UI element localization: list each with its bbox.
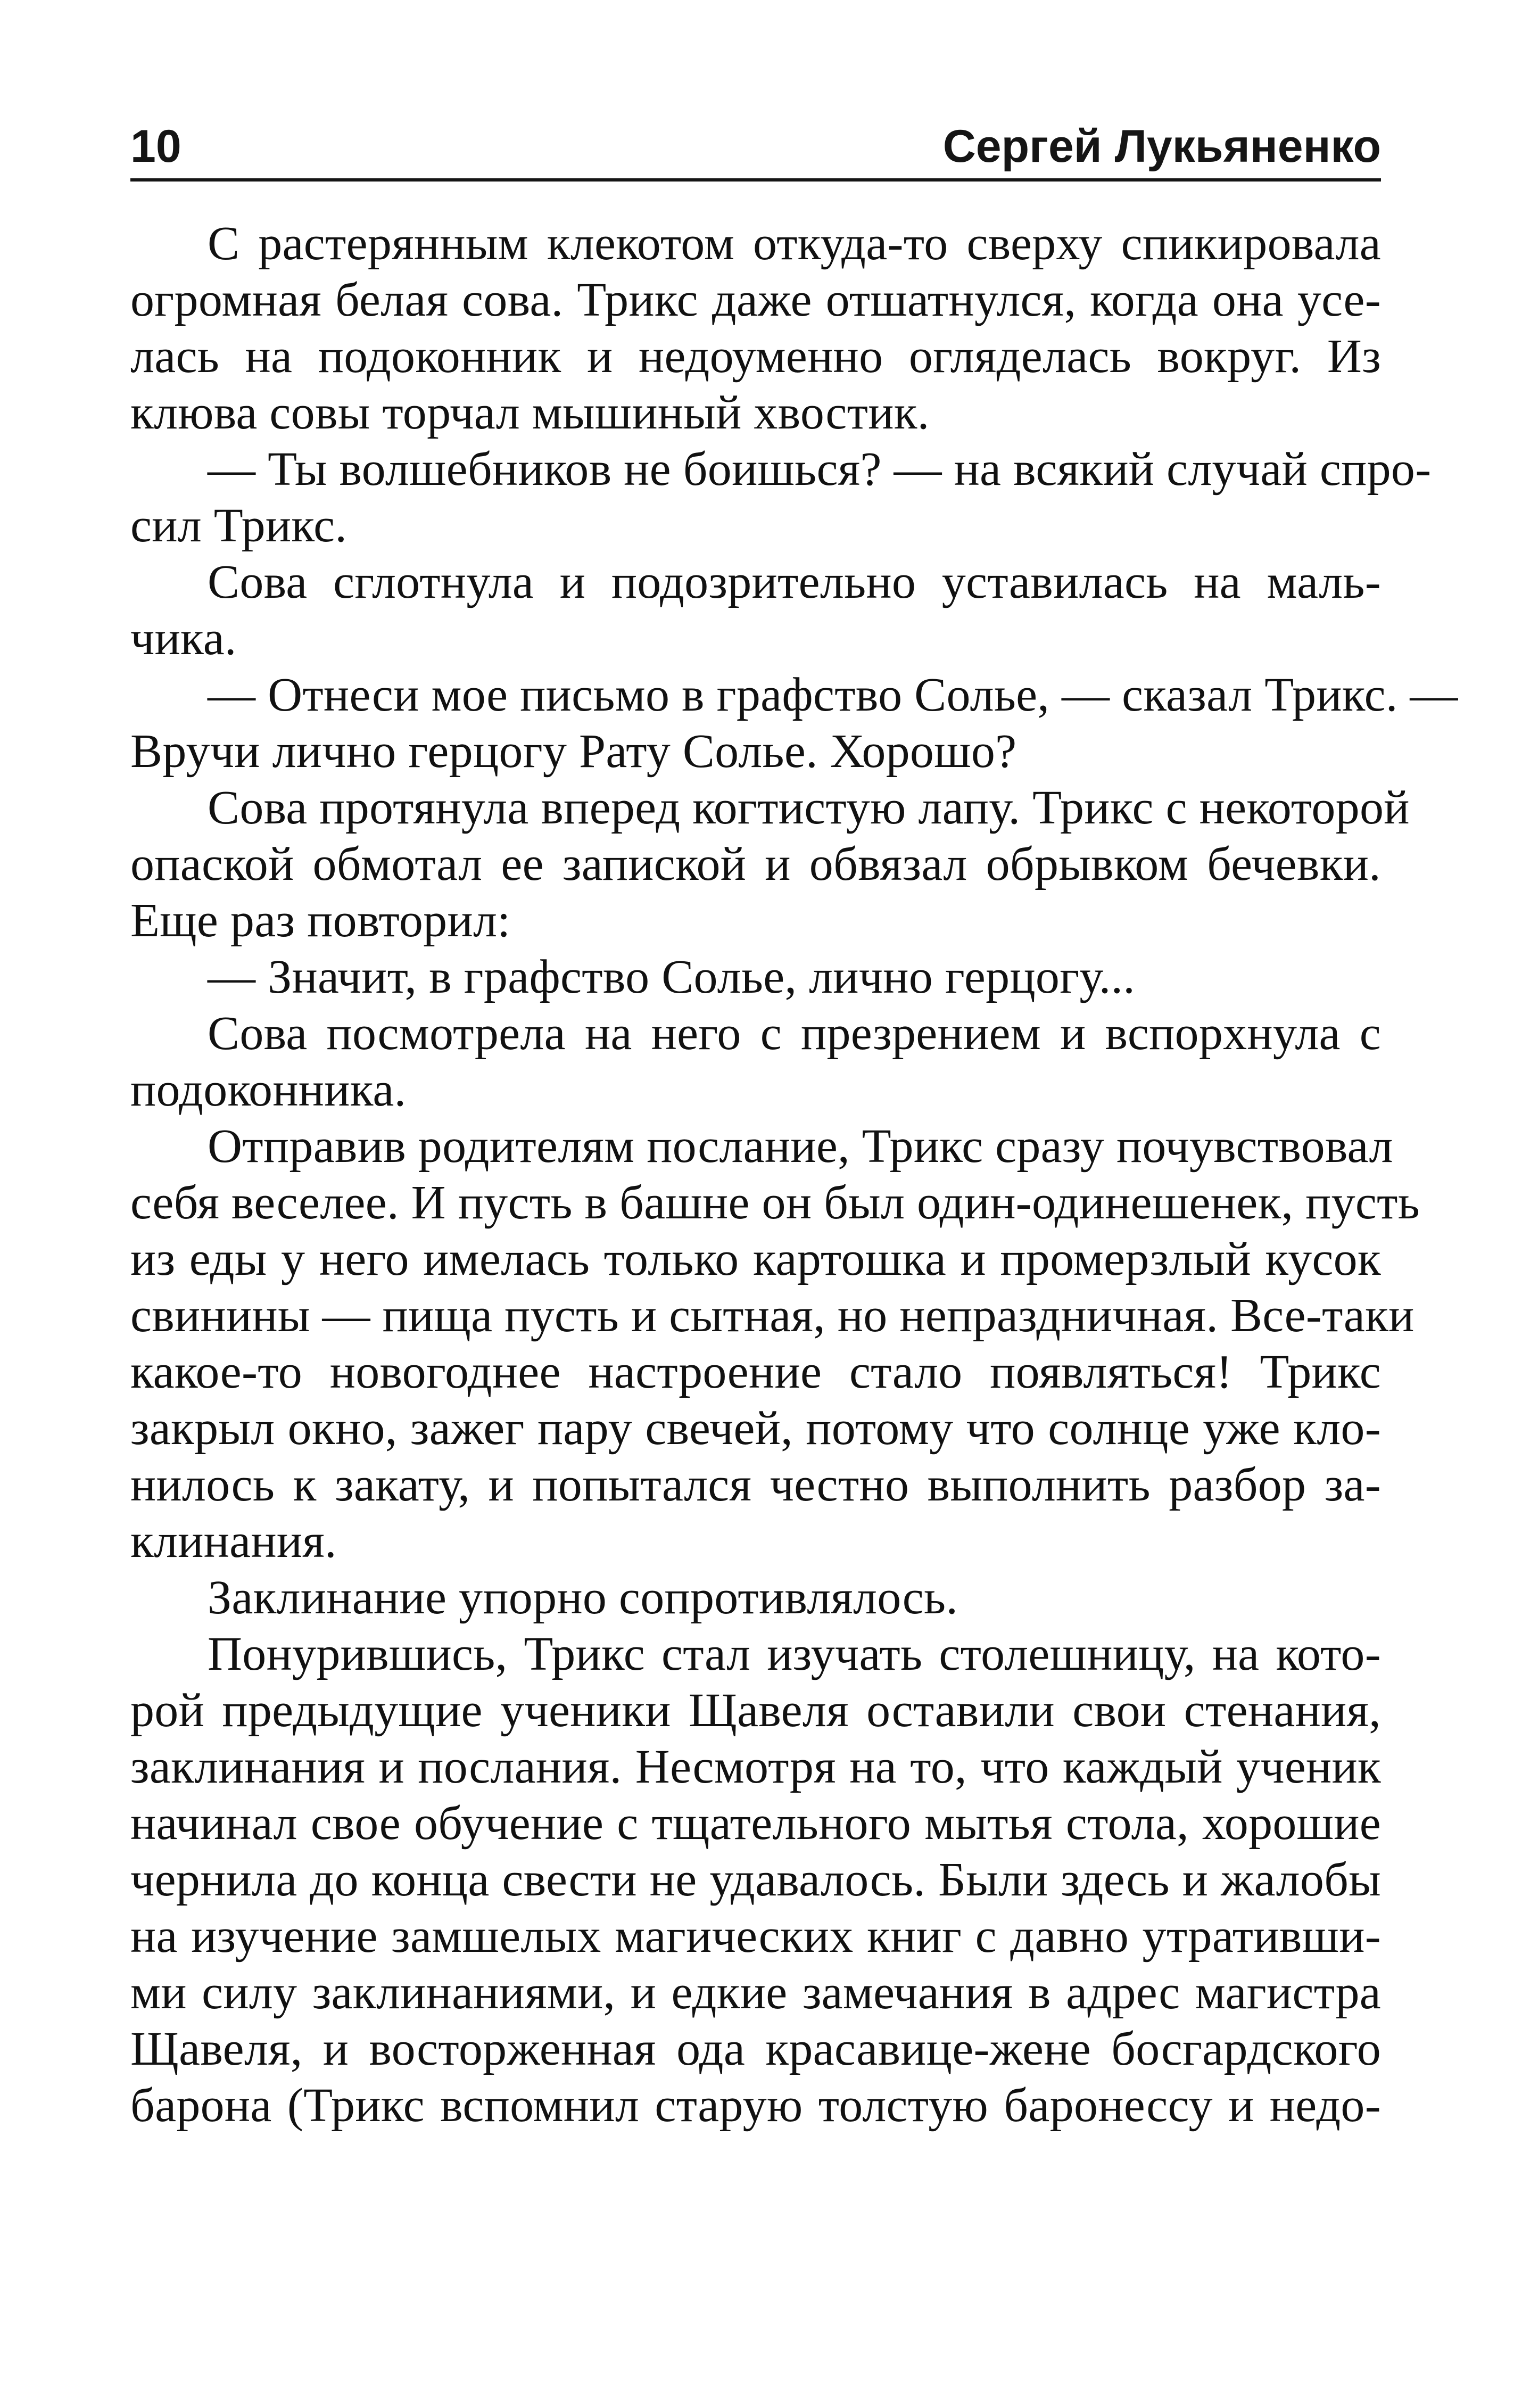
author-name: Сергей Лукьяненко bbox=[942, 121, 1381, 172]
running-head bbox=[130, 109, 1381, 184]
text-line: барона (Трикс вспомнил старую толстую баронессу и недо- bbox=[130, 2079, 1381, 2132]
text-line: Заклинание упорно сопротивлялось. bbox=[208, 1571, 958, 1624]
text-line: рой предыдущие ученики Щавеля оставили свои стенания, bbox=[130, 1684, 1381, 1737]
text-line: чика. bbox=[130, 612, 237, 665]
text-line: клюва совы торчал мышиный хвостик. bbox=[130, 386, 930, 439]
text-line: Вручи лично герцогу Рату Солье. Хорошо? bbox=[130, 725, 1017, 778]
text-line: Еще раз повторил: bbox=[130, 894, 511, 947]
text-line: Сова сглотнула и подозрительно уставилась на маль- bbox=[208, 556, 1381, 608]
text-line: закрыл окно, зажег пару свечей, потому что солнце уже кло- bbox=[130, 1402, 1381, 1455]
text-line: чернила до конца свести не удавалось. Были здесь и жалобы bbox=[130, 1853, 1381, 1906]
text-line: из еды у него имелась только картошка и промерзлый кусок bbox=[130, 1233, 1381, 1285]
text-line: — Ты волшебников не боишься? — на всякий случай спро- bbox=[208, 443, 1432, 496]
text-line: Отправив родителям послание, Трикс сразу почувствовал bbox=[208, 1120, 1393, 1173]
header-rule bbox=[130, 178, 1381, 182]
text-line: заклинания и послания. Несмотря на то, что каждый ученик bbox=[130, 1741, 1381, 1793]
text-line: — Значит, в графство Солье, лично герцогу... bbox=[208, 951, 1136, 1003]
text-line: клинания. bbox=[130, 1515, 337, 1568]
text-line: начинал свое обучение с тщательного мытья стола, хорошие bbox=[130, 1797, 1381, 1850]
text-line: нилось к закату, и попытался честно выполнить разбор за- bbox=[130, 1458, 1381, 1511]
text-line: Щавеля, и восторженная ода красавице-жене босгардского bbox=[130, 2023, 1381, 2075]
page-number: 10 bbox=[130, 121, 181, 172]
text-line: лась на подоконник и недоуменно огляделась вокруг. Из bbox=[130, 330, 1381, 383]
text-line: огромная белая сова. Трикс даже отшатнулся, когда она усе- bbox=[130, 274, 1381, 326]
text-line: Сова протянула вперед когтистую лапу. Трикс с некоторой bbox=[208, 781, 1410, 834]
text-line: ми силу заклинаниями, и едкие замечания в адрес магистра bbox=[130, 1966, 1381, 2019]
text-line: — Отнеси мое письмо в графство Солье, — сказал Трикс. — bbox=[208, 669, 1458, 721]
body-text bbox=[130, 216, 1458, 2134]
text-line: свинины — пища пусть и сытная, но непраздничная. Все-таки bbox=[130, 1289, 1415, 1342]
text-line: опаской обмотал ее запиской и обвязал обрывком бечевки. bbox=[130, 838, 1381, 890]
text-line: на изучение замшелых магических книг с давно утративши- bbox=[130, 1910, 1381, 1962]
text-line: Понурившись, Трикс стал изучать столешницу, на кото- bbox=[208, 1628, 1381, 1680]
text-line: подоконника. bbox=[130, 1063, 407, 1116]
text-line: С растерянным клекотом откуда-то сверху спикировала bbox=[208, 217, 1381, 270]
text-line: сил Трикс. bbox=[130, 499, 348, 552]
text-line: Сова посмотрела на него с презрением и вспорхнула с bbox=[208, 1007, 1381, 1060]
text-line: себя веселее. И пусть в башне он был один-одинешенек, пусть bbox=[130, 1176, 1420, 1229]
text-line: какое-то новогоднее настроение стало появляться! Трикс bbox=[130, 1346, 1381, 1398]
